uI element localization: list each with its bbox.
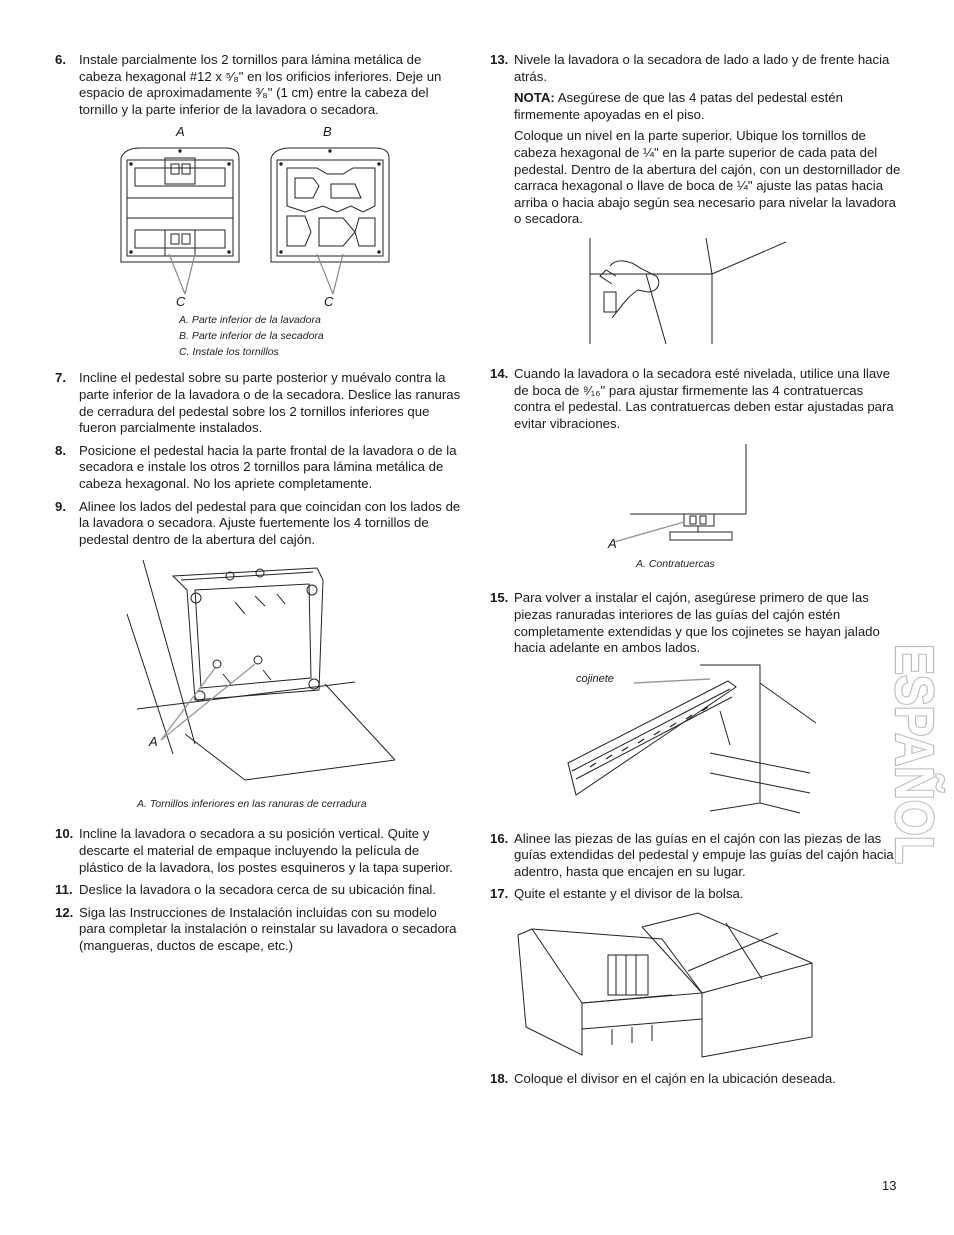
- figure-label-c: C: [176, 294, 186, 310]
- figure-label-a: A: [149, 734, 158, 750]
- figure-caption: A. Contratuercas: [636, 558, 715, 571]
- step-number: 12.: [55, 904, 74, 920]
- step-7: [55, 370, 465, 436]
- figure-caption: A. Tornillos inferiores en las ranuras de cerradura: [137, 798, 367, 811]
- step-12: [55, 905, 465, 955]
- step-number: 15.: [490, 590, 509, 606]
- step-number: 18.: [490, 1071, 509, 1087]
- step-text-2: Coloque un nivel en la parte superior. Ubique los tornillos de cabeza hexagonal de ¼" en la parte superior de cada pata del pedestal. Dentro de la abertura del cajón, con un destornillador de carraca hexagonal o llave de boca de ¼" ajuste las patas hacia arriba o hacia abajo según sea necesario para nivelar la lavadora o secadora.: [514, 128, 901, 227]
- figure-label-c: C: [324, 294, 334, 310]
- step-number: 17.: [490, 886, 509, 902]
- caption-b: B. Parte inferior de la secadora: [179, 330, 324, 343]
- step-text: Incline la lavadora o secadora a su posición vertical. Quite y descarte el material de empaque incluyendo la película de plástico de la lavadora, los postes esquineros y la tapa superior.: [79, 826, 453, 875]
- step-11: [55, 882, 465, 899]
- step-number: 14.: [490, 365, 509, 381]
- pedestal-screws-illustration: [55, 554, 465, 794]
- left-column: [55, 52, 465, 960]
- figure-label-a: A: [608, 536, 617, 552]
- step-10: [55, 826, 465, 876]
- step-number: 11.: [55, 882, 73, 898]
- step-16: [490, 831, 902, 881]
- step-number: 8.: [55, 442, 66, 458]
- step-text: Cuando la lavadora o la secadora esté nivelada, utilice una llave de boca de ⁹⁄₁₆" para ajustar firmemente las 4 contratuercas contra el pedestal. Las contratuercas deben estar ajustadas para evitar vibraciones.: [514, 365, 894, 431]
- step-text: Incline el pedestal sobre su parte posterior y muévalo contra la parte inferior de la lavadora o de la secadora. Deslice las ranuras de cerradura del pedestal sobre los 2 tornillos inferiores que fueron parcialmente instalados.: [79, 370, 461, 436]
- caption-c: C. Instale los tornillos: [179, 346, 279, 359]
- language-side-tab: [868, 640, 948, 870]
- right-column: [490, 52, 902, 1094]
- step-6: [55, 52, 465, 118]
- step-18: [490, 1071, 902, 1088]
- step-15: [490, 590, 902, 656]
- step-14: [490, 366, 902, 432]
- step-number: 10.: [55, 826, 74, 842]
- step-text: Alinee las piezas de las guías en el cajón con las piezas de las guías extendidas del pedestal y empuje las guías del cajón hacia adentro, hasta que encajen en su lugar.: [514, 830, 894, 879]
- step-8: [55, 443, 465, 493]
- leveling-illustration: [586, 236, 786, 348]
- step-9: [55, 499, 465, 549]
- step-text: Para volver a instalar el cajón, asegúrese primero de que las piezas ranuradas interiores de las guías del cajón estén completamente extendidas y que los cojinetes se hayan jalado hacia adelante en ambos lados.: [514, 590, 880, 656]
- figure-drawer-slides: [490, 663, 902, 823]
- step-17: [490, 886, 902, 903]
- step-number: 6.: [55, 52, 66, 67]
- locknuts-illustration: [600, 442, 870, 552]
- bottom-views-illustration: [105, 142, 465, 302]
- step-text: Quite el estante y el divisor de la bolsa.: [514, 886, 744, 902]
- figure-captions: [179, 312, 324, 360]
- step-number: 16.: [490, 830, 509, 846]
- step-text: Siga las Instrucciones de Instalación incluidas con su modelo para completar la instalación o reinstalar su lavadora o secadora (mangueras, ductos de escape, etc.): [79, 904, 457, 953]
- figure-label-a: A: [176, 124, 185, 140]
- step-text: Alinee los lados del pedestal para que coincidan con los lados de la lavadora o secadora. Ajuste fuertemente los 4 tornillos de pedestal dentro de la abertura del cajón.: [79, 498, 461, 547]
- figure-locknuts: [490, 442, 902, 582]
- figure-pedestal-screws: [55, 554, 465, 816]
- caption-a: A. Parte inferior de la lavadora: [179, 314, 321, 327]
- note-paragraph: [514, 90, 902, 123]
- language-side-tab-art: [868, 640, 948, 870]
- step-number: 9.: [55, 498, 66, 514]
- drawer-illustration: [512, 909, 832, 1059]
- page-number: 13: [882, 1178, 897, 1193]
- figure-drawer: [490, 909, 902, 1059]
- step-13: [490, 52, 902, 228]
- step-text: Posicione el pedestal hacia la parte frontal de la lavadora o de la secadora e instale los otros 2 tornillos para lámina metálica de cabeza hexagonal. No los apriete completamente.: [79, 442, 457, 491]
- cojinete-label: cojinete: [576, 672, 614, 685]
- figure-label-b: B: [323, 124, 332, 140]
- drawer-slides-illustration: [560, 663, 840, 819]
- step-text: Instale parcialmente los 2 tornillos para lámina metálica de cabeza hexagonal #12 x ⁵⁄₈" en los orificios inferiores. Deje un espacio de aproximadamente ³⁄₈" (1 cm) entre la cabeza del tornillo y la parte inferior de la lavadora o secadora.: [79, 52, 442, 117]
- figure-leveling: [490, 236, 902, 354]
- language-side-tab-label: ESPAÑOL: [884, 644, 944, 870]
- figure-bottom-views: [55, 124, 465, 360]
- step-text: Nivele la lavadora o la secadora de lado a lado y de frente hacia atrás.: [514, 52, 890, 84]
- step-text: Deslice la lavadora o la secadora cerca de su ubicación final.: [79, 882, 436, 898]
- note-text: Asegúrese de que las 4 patas del pedestal estén firmemente apoyadas en el piso.: [514, 90, 843, 122]
- step-number: 7.: [55, 370, 66, 386]
- step-text: Coloque el divisor en el cajón en la ubicación deseada.: [514, 1071, 836, 1087]
- step-number: 13.: [490, 52, 509, 67]
- note-label: NOTA:: [514, 90, 555, 106]
